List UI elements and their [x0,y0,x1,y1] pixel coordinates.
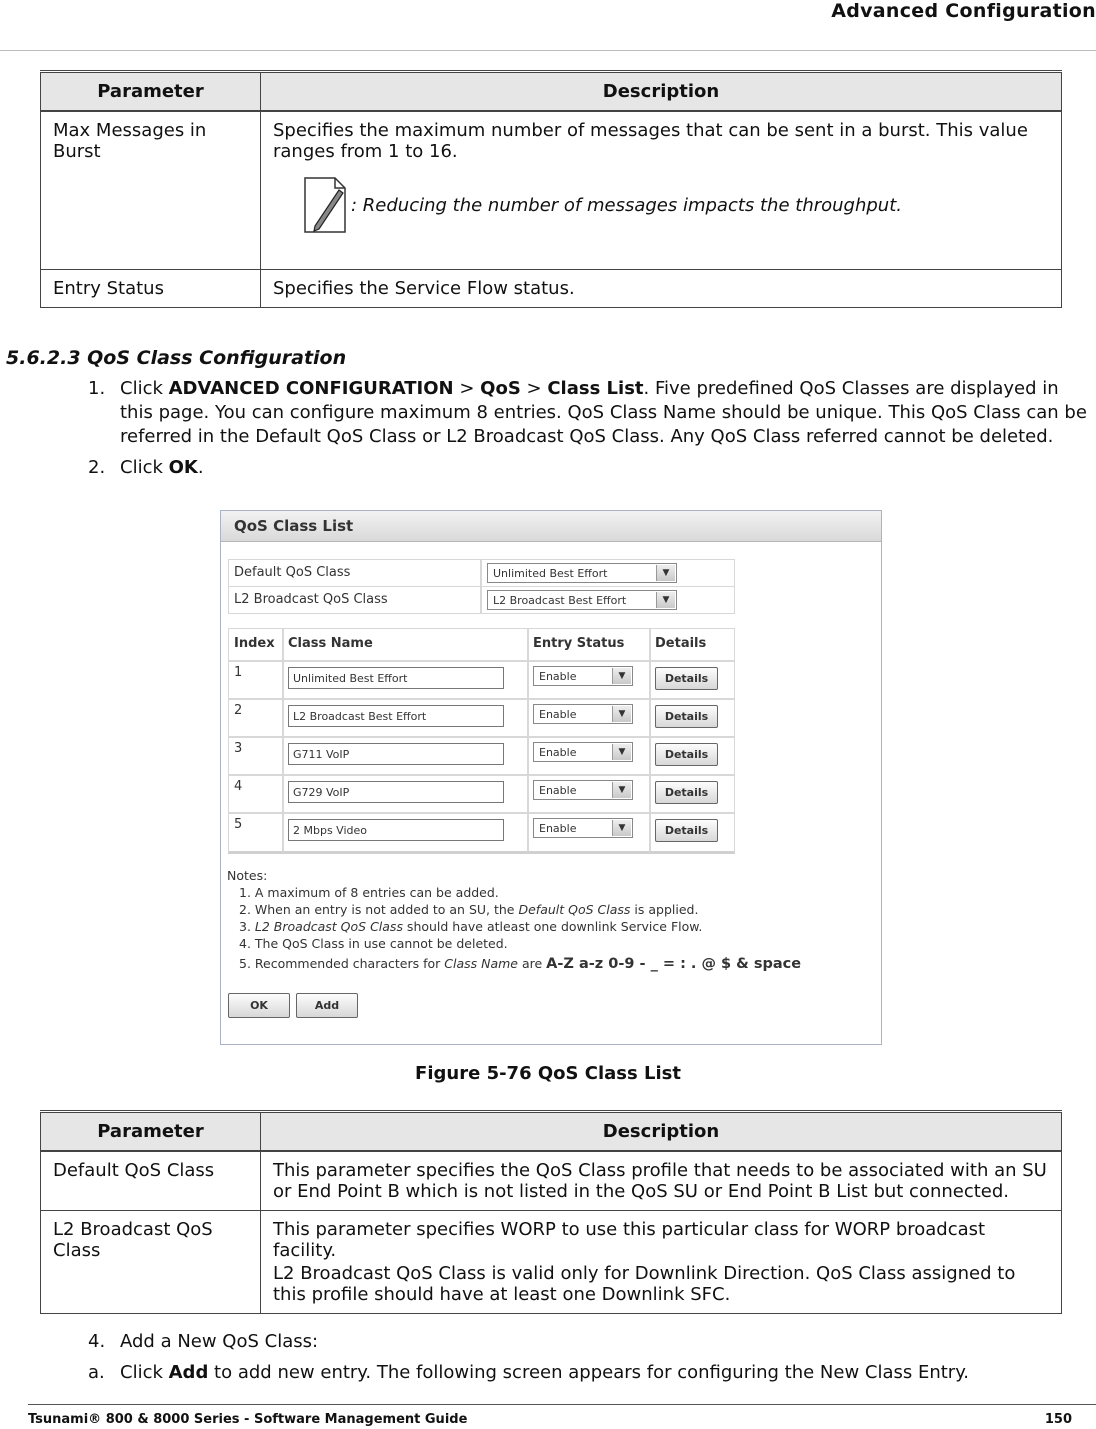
select-value: Enable [539,746,577,759]
step-text: Click [120,1362,169,1383]
separator: > [520,378,548,399]
notes-title: Notes: [227,868,268,883]
note-italic: Default QoS Class [518,902,631,917]
note-text: is applied. [630,902,699,917]
entry-status-select[interactable] [533,818,633,838]
col-index: Index [234,636,275,651]
step-text: . Five predefined QoS Classes are displayed in this page. You can configure maximum 8 entries. QoS Class Name should be unique. This QoS Class can be referred in the Default QoS Class or L2 Broadcast QoS Class. Any QoS Class referred cannot be deleted. [120,378,1087,447]
step-number: a. [88,1362,105,1383]
section-title: 5.6.2.3 QoS Class Configuration [6,347,347,369]
chevron-down-icon: ▼ [612,782,631,798]
add-button[interactable]: Add [296,993,358,1018]
entry-status-select[interactable] [533,666,633,686]
desc-text: Specifies the maximum number of messages that can be sent in a burst. This value ranges from 1 to 16. [273,120,1028,162]
class-name-input[interactable]: 2 Mbps Video [288,819,504,841]
col-header-parameter: Parameter [41,72,261,112]
chevron-down-icon: ▼ [612,744,631,760]
figure-caption: Figure 5-76 QoS Class List [415,1063,681,1084]
step-number: 4. [88,1331,106,1352]
note-bold: A-Z a-z 0-9 - _ = : . @ $ & space [546,956,802,972]
note [301,176,1049,234]
menu-advanced-configuration: ADVANCED CONFIGURATION [168,378,454,399]
menu-qos: QoS [480,378,521,399]
row-index: 3 [234,741,243,756]
details-button[interactable]: Details [655,667,718,690]
param-cell: Entry Status [41,269,261,307]
note-italic: L2 Broadcast QoS Class [254,919,403,934]
select-value: L2 Broadcast Best Effort [493,594,627,607]
ok-text: OK [168,457,198,478]
parameter-table-1 [40,70,1062,308]
note-italic: Class Name [444,956,518,971]
param-cell: Default QoS Class [41,1151,261,1211]
step-text: Add a New QoS Class: [120,1331,319,1352]
desc-text: L2 Broadcast QoS Class is valid only for Downlink Direction. QoS Class assigned to this profile should have at least one Downlink SFC. [273,1263,1016,1305]
entry-status-select[interactable] [533,742,633,762]
l2-broadcast-qos-label: L2 Broadcast QoS Class [234,592,388,607]
step-text: Click [120,378,169,399]
note-text: 5. Recommended characters for [239,956,445,971]
chevron-down-icon: ▼ [612,820,631,836]
param-cell: L2 Broadcast QoS Class [41,1211,261,1314]
default-qos-select[interactable] [487,563,677,583]
table-row [41,1151,1062,1211]
select-value: Enable [539,784,577,797]
note-item [227,901,801,918]
note-text: : Reducing the number of messages impacts the throughput. [351,194,902,216]
table-row [41,1211,1062,1314]
notes-block [227,867,801,973]
separator: > [453,378,481,399]
chevron-down-icon: ▼ [656,592,675,608]
panel-title: QoS Class List [221,511,881,542]
desc-cell [261,111,1062,269]
step-text: . [197,457,204,478]
table-row [41,269,1062,307]
chevron-down-icon: ▼ [612,706,631,722]
chevron-down-icon: ▼ [612,668,631,684]
step-number: 1. [88,378,106,399]
add-text: Add [168,1362,209,1383]
note-text: are [518,956,547,971]
details-button[interactable]: Details [655,819,718,842]
parameter-table-2 [40,1110,1062,1314]
col-header-parameter: Parameter [41,1112,261,1152]
details-button[interactable]: Details [655,781,718,804]
desc-cell: Specifies the Service Flow status. [261,269,1062,307]
note-item [227,955,801,973]
note-item: 4. The QoS Class in use cannot be deleted. [239,936,508,951]
footer-doc-title: Tsunami® 800 & 8000 Series - Software Management Guide [28,1412,468,1427]
page-header-title: Advanced Configuration [831,0,1096,22]
col-header-description: Description [261,72,1062,112]
note-text: 2. When an entry is not added to an SU, the [239,902,519,917]
ok-button[interactable]: OK [228,993,290,1018]
row-index: 5 [234,817,243,832]
details-button[interactable]: Details [655,743,718,766]
note-text: 3. [239,919,255,934]
step-text: to add new entry. The following screen appears for configuring the New Class Entry. [208,1362,970,1383]
class-name-input[interactable]: L2 Broadcast Best Effort [288,705,504,727]
col-class-name: Class Name [288,636,373,651]
header-rule [0,50,1096,51]
col-entry-status: Entry Status [533,636,625,651]
desc-cell [261,1211,1062,1314]
select-value: Enable [539,708,577,721]
note-item: 1. A maximum of 8 entries can be added. [239,885,499,900]
class-name-input[interactable]: G729 VoIP [288,781,504,803]
note-item [227,918,801,935]
step-text: Click [120,457,169,478]
footer-rule [28,1404,1096,1405]
row-index: 4 [234,779,243,794]
default-qos-label: Default QoS Class [234,565,351,580]
desc-cell: This parameter specifies the QoS Class profile that needs to be associated with an SU or End Point B which is not listed in the QoS SU or End Point B List but connected. [261,1151,1062,1211]
note-pencil-icon [301,176,349,234]
note-text: should have atleast one downlink Service Flow. [402,919,703,934]
qos-class-list-screenshot [220,510,882,1045]
col-header-description: Description [261,1112,1062,1152]
l2-broadcast-qos-select[interactable] [487,590,677,610]
param-cell: Max Messages in Burst [41,111,261,269]
entry-status-select[interactable] [533,704,633,724]
chevron-down-icon: ▼ [656,565,675,581]
select-value: Enable [539,822,577,835]
entry-status-select[interactable] [533,780,633,800]
class-name-input[interactable]: Unlimited Best Effort [288,667,504,689]
table-row [41,111,1062,269]
page-number: 150 [1044,1412,1072,1427]
col-details: Details [655,636,707,651]
row-index: 2 [234,703,243,718]
step-number: 2. [88,457,106,478]
desc-text: This parameter specifies WORP to use this particular class for WORP broadcast facility. [273,1219,986,1261]
select-value: Unlimited Best Effort [493,567,608,580]
select-value: Enable [539,670,577,683]
menu-class-list: Class List [547,378,644,399]
class-name-input[interactable]: G711 VoIP [288,743,504,765]
row-index: 1 [234,665,243,680]
details-button[interactable]: Details [655,705,718,728]
